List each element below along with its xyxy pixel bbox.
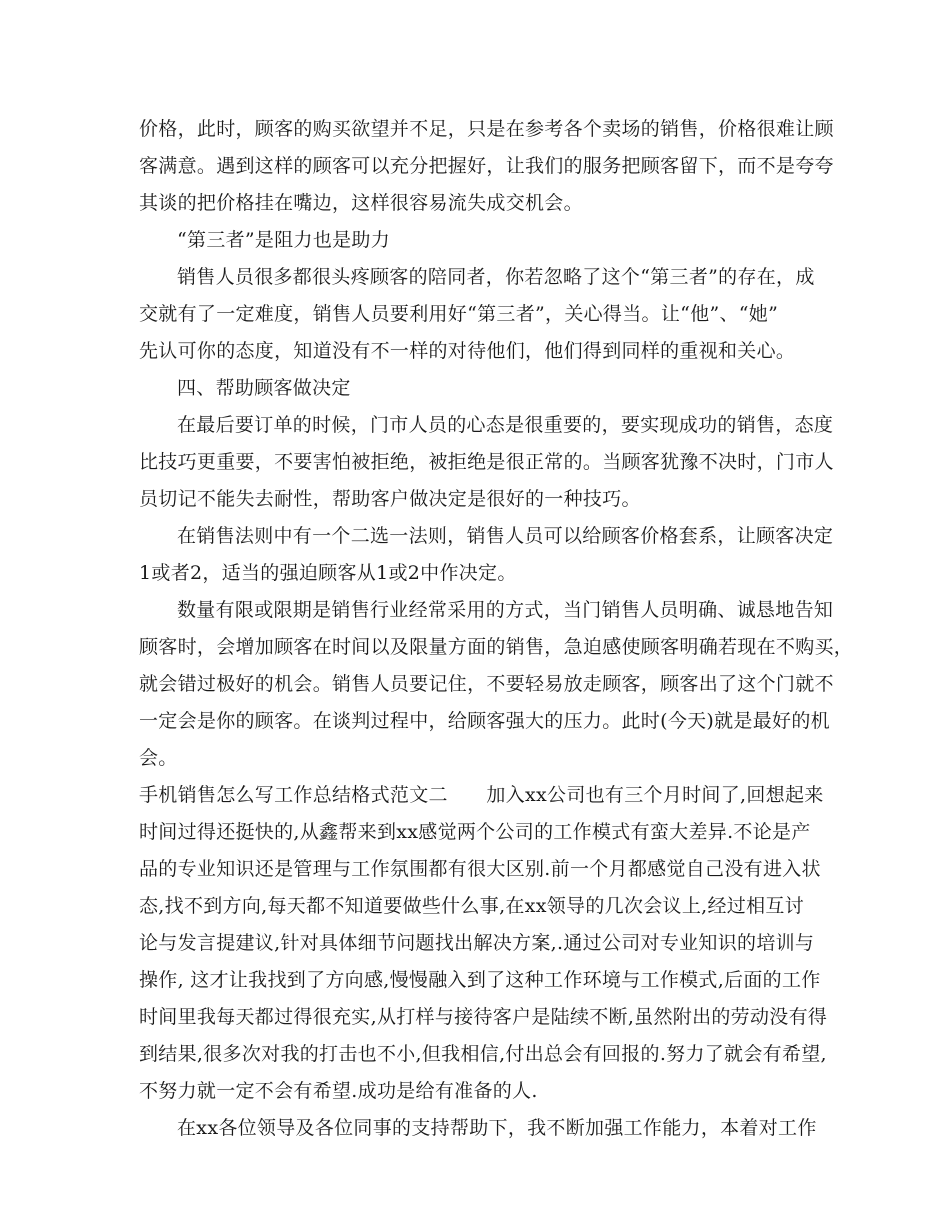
text-line: 论与发言提建议,针对具体细节问题找出解决方案,.通过公司对专业知识的培训与 bbox=[139, 932, 815, 954]
text-line: 就会错过极好的机会。销售人员要记住，不要轻易放走顾客，顾客出了这个门就不 bbox=[139, 673, 834, 695]
text-line: 品的专业知识还是管理与工作氛围都有很大区别.前一个月都感觉自己没有进入状 bbox=[139, 858, 821, 880]
text-line: 顾客时，会增加顾客在时间以及限量方面的销售，急迫感使顾客明确若现在不购买， bbox=[139, 636, 854, 658]
text-line: 一定会是你的顾客。在谈判过程中，给顾客强大的压力。此时(今天)就是最好的机 bbox=[139, 710, 830, 732]
section-heading: “第三者”是阻力也是助力 bbox=[177, 229, 391, 251]
text-line: 态,找不到方向,每天都不知道要做些什么事,在xx领导的几次会议上,经过相互讨 bbox=[139, 895, 804, 917]
text-line: 时间里我每天都过得很充实,从打样与接待客户是陆续不断,虽然附出的劳动没有得 bbox=[139, 1006, 828, 1028]
text-line: 先认可你的态度，知道没有不一样的对待他们，他们得到同样的重视和关心。 bbox=[139, 340, 796, 362]
text-line: 销售人员很多都很头疼顾客的陪同者，你若忽略了这个“第三者”的存在，成 bbox=[177, 266, 815, 288]
text-line: 客满意。遇到这样的顾客可以充分把握好，让我们的服务把顾客留下，而不是夸夸 bbox=[139, 155, 834, 177]
section-heading: 四、帮助顾客做决定 bbox=[177, 377, 351, 399]
text-line: 到结果,很多次对我的打击也不小,但我相信,付出总会有回报的.努力了就会有希望, bbox=[139, 1043, 827, 1065]
text-line: 时间过得还挺快的,从鑫帮来到xx感觉两个公司的工作模式有蛮大差异.不论是产 bbox=[139, 821, 811, 843]
text-line: 在销售法则中有一个二选一法则，销售人员可以给顾客价格套系，让顾客决定 bbox=[177, 525, 834, 547]
text-line: 交就有了一定难度，销售人员要利用好“第三者”，关心得当。让“他”、“她” bbox=[139, 303, 779, 325]
text-line: 会。 bbox=[139, 747, 178, 769]
text-line: 在xx各位领导及各位同事的支持帮助下，我不断加强工作能力，本着对工作 bbox=[177, 1117, 817, 1139]
text-line: 数量有限或限期是销售行业经常采用的方式，当门销售人员明确、诚恳地告知 bbox=[177, 599, 834, 621]
text-line: 价格，此时，顾客的购买欲望并不足，只是在参考各个卖场的销售，价格很难让顾 bbox=[139, 118, 834, 140]
text-line: 不努力就一定不会有希望.成功是给有准备的人. bbox=[139, 1080, 538, 1102]
text-line: 在最后要订单的时候，门市人员的心态是很重要的，要实现成功的销售，态度 bbox=[177, 414, 834, 436]
text-line: 其谈的把价格挂在嘴边，这样很容易流失成交机会。 bbox=[139, 192, 583, 214]
text-line: 操作, 这才让我找到了方向感,慢慢融入到了这种工作环境与工作模式,后面的工作 bbox=[139, 969, 821, 991]
text-line: 员切记不能失去耐性，帮助客户做决定是很好的一种技巧。 bbox=[139, 488, 641, 510]
text-line: 比技巧更重要，不要害怕被拒绝，被拒绝是很正常的。当顾客犹豫不决时，门市人 bbox=[139, 451, 834, 473]
text-line: 1或者2，适当的强迫顾客从1或2中作决定。 bbox=[139, 562, 517, 584]
text-line: 手机销售怎么写工作总结格式范文二 加入xx公司也有三个月时间了,回想起来 bbox=[139, 784, 824, 806]
